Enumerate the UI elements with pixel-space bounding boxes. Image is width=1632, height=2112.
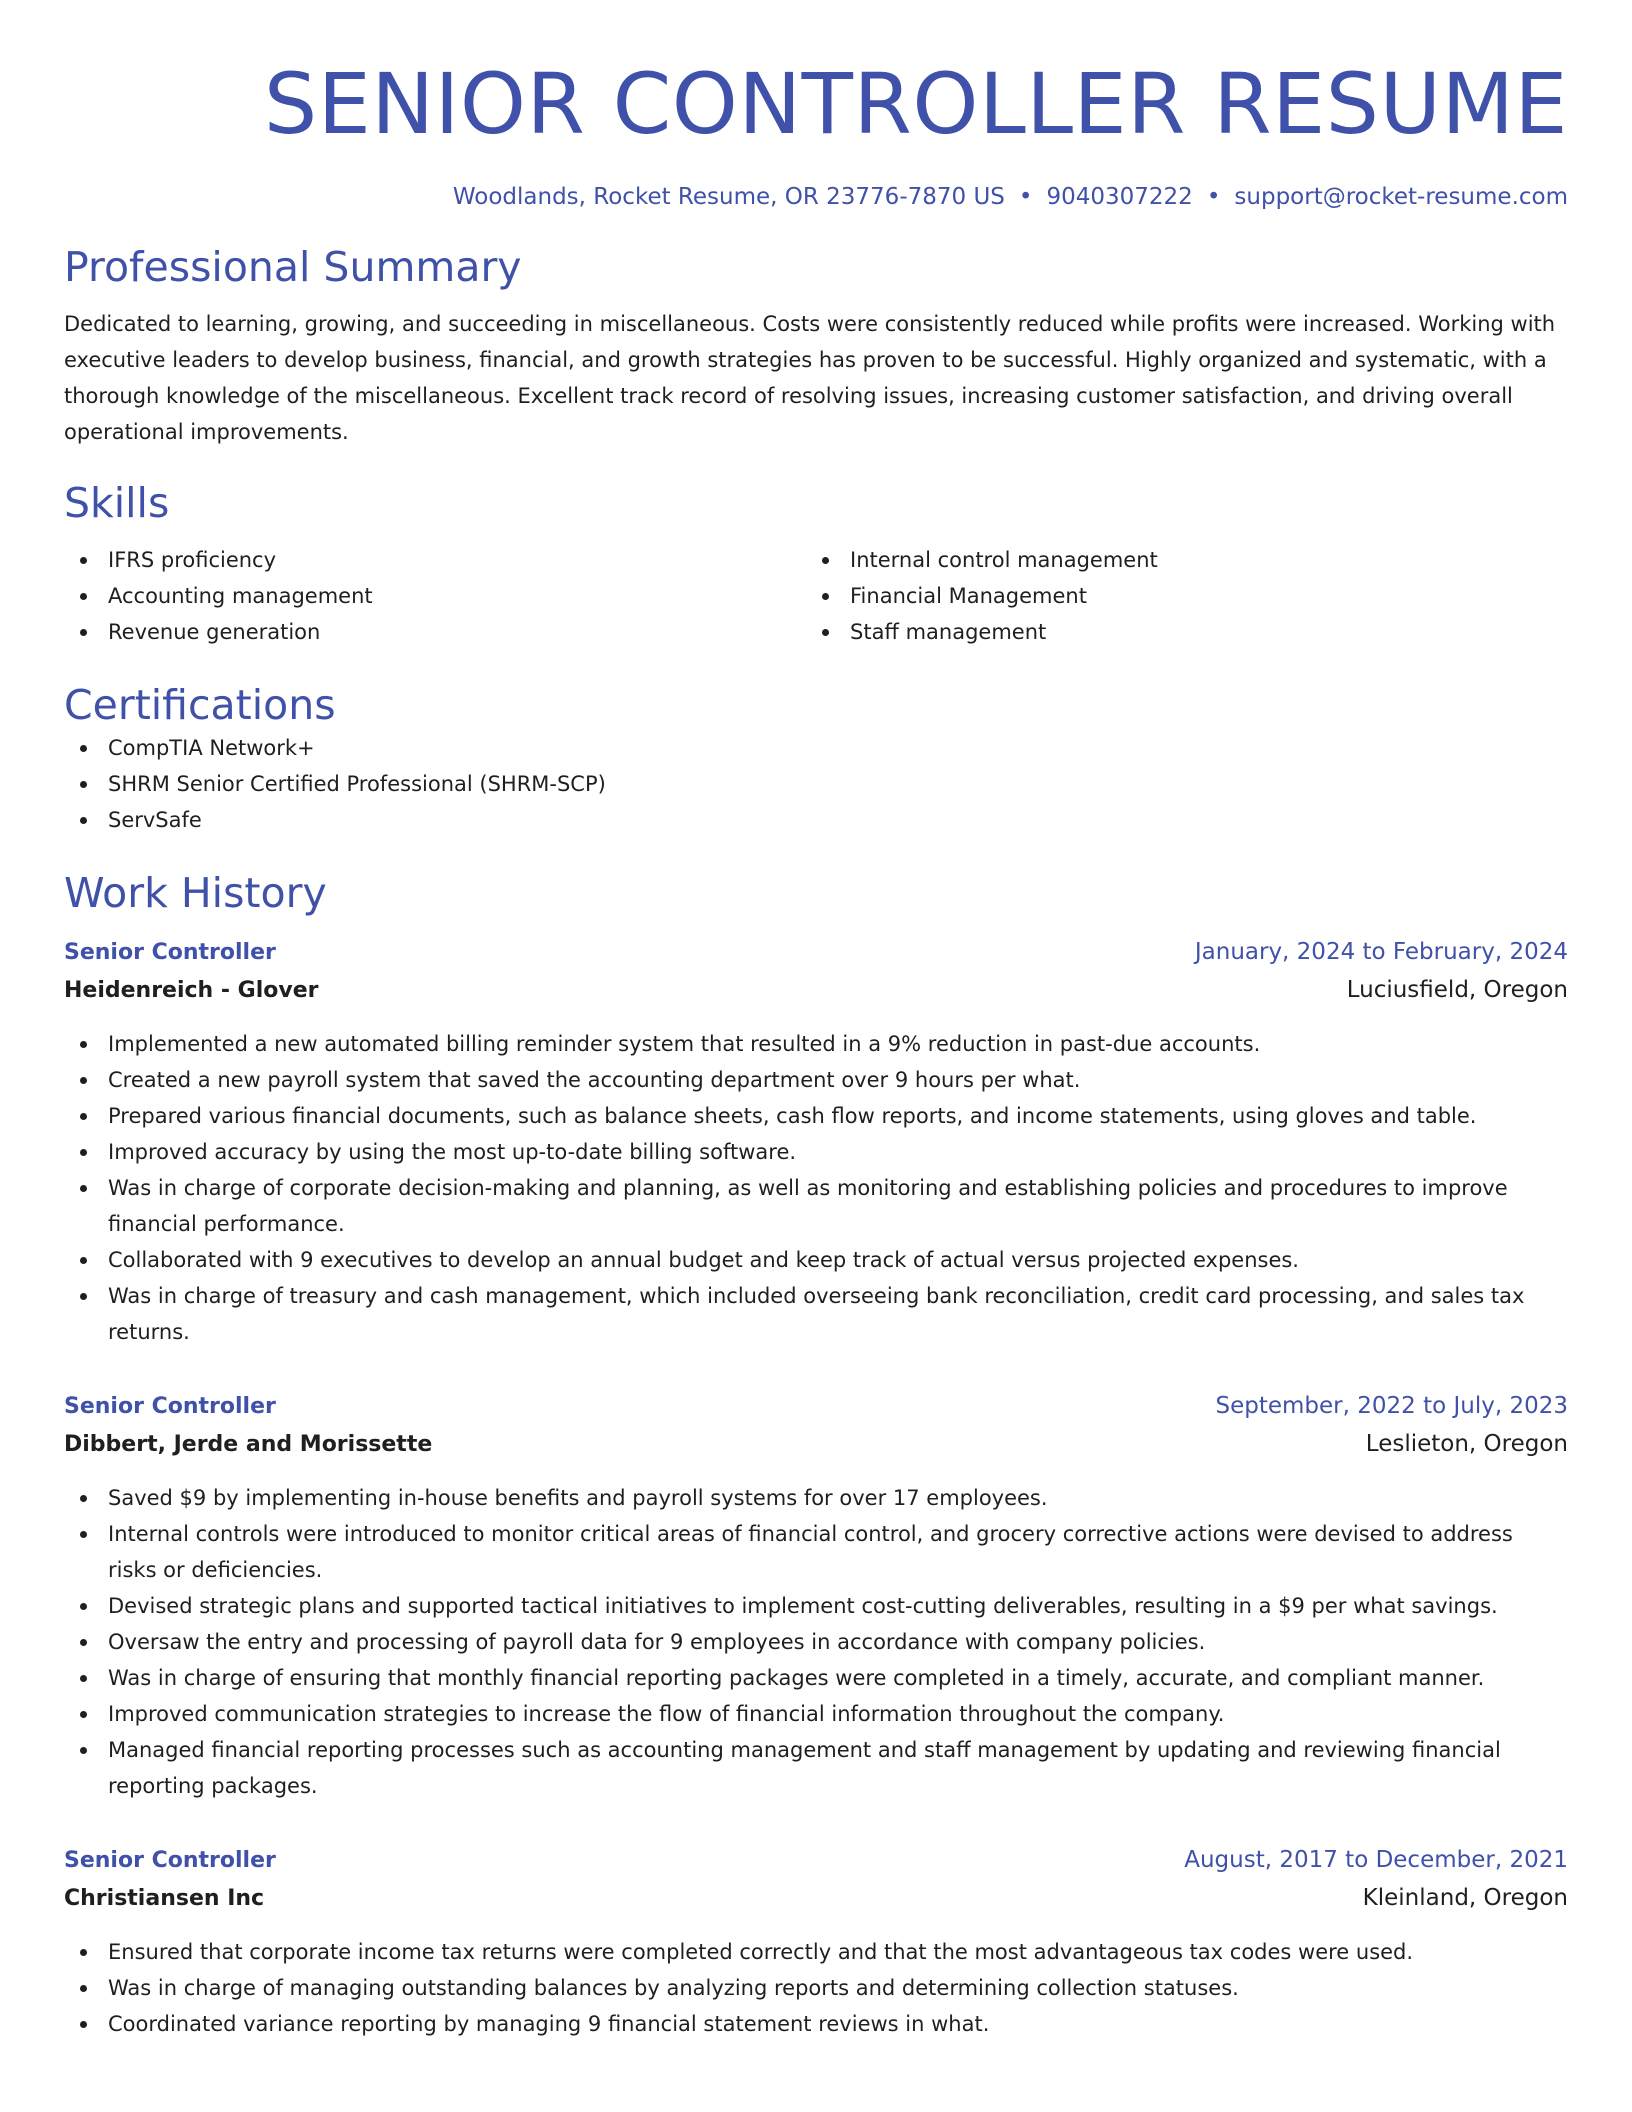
job-bullet: Prepared various financial documents, such as balance sheets, cash flow reports, and income statements, using gloves and table. xyxy=(64,1098,1568,1134)
job-company: Heidenreich - Glover xyxy=(64,978,319,1003)
job-bullet: Ensured that corporate income tax returns were completed correctly and that the most advantageous tax codes were used. xyxy=(64,1934,1568,1970)
job-bullets xyxy=(64,1934,1568,2042)
job-location: Kleinland, Oregon xyxy=(1362,1885,1568,1911)
contact-separator: • xyxy=(1018,184,1033,210)
job-header-row xyxy=(64,1842,1568,1879)
job-title: Senior Controller xyxy=(64,1848,276,1873)
certification-item: ServSafe xyxy=(64,802,1568,838)
job-header-row xyxy=(64,1388,1568,1425)
job-entry xyxy=(64,1388,1568,1804)
certifications-section xyxy=(64,680,1568,838)
contact-email: support@rocket-resume.com xyxy=(1234,184,1568,210)
job-bullet: Internal controls were introduced to monitor critical areas of financial control, and grocery corrective actions were devised to address risks or deficiencies. xyxy=(64,1516,1568,1588)
job-bullet: Oversaw the entry and processing of payroll data for 9 employees in accordance with company policies. xyxy=(64,1624,1568,1660)
job-location: Luciusfield, Oregon xyxy=(1346,977,1568,1003)
job-bullet: Improved communication strategies to increase the flow of financial information throughout the company. xyxy=(64,1696,1568,1732)
job-bullet: Devised strategic plans and supported tactical initiatives to implement cost-cutting deliverables, resulting in a $9 per what savings. xyxy=(64,1588,1568,1624)
job-entry xyxy=(64,1842,1568,2042)
contact-separator: • xyxy=(1206,184,1221,210)
job-dates: September, 2022 to July, 2023 xyxy=(1215,1393,1568,1419)
job-bullet: Implemented a new automated billing reminder system that resulted in a 9% reduction in past-due accounts. xyxy=(64,1026,1568,1062)
job-bullets xyxy=(64,1026,1568,1350)
job-title: Senior Controller xyxy=(64,1394,276,1419)
section-title-summary: Professional Summary xyxy=(64,243,522,291)
job-header-row xyxy=(64,934,1568,971)
section-title-skills: Skills xyxy=(64,479,170,527)
job-bullet: Managed financial reporting processes such as accounting management and staff management by updating and reviewing financial reporting packages. xyxy=(64,1732,1568,1804)
job-bullet: Was in charge of managing outstanding balances by analyzing reports and determining collection statuses. xyxy=(64,1970,1568,2006)
job-bullets xyxy=(64,1480,1568,1804)
job-dates: January, 2024 to February, 2024 xyxy=(1194,939,1568,965)
job-company: Christiansen Inc xyxy=(64,1886,265,1911)
job-entry xyxy=(64,934,1568,1350)
contact-address: Woodlands, Rocket Resume, OR 23776-7870 US xyxy=(452,184,1005,210)
job-bullet: Was in charge of treasury and cash management, which included overseeing bank reconciliation, credit card processing, and sales tax returns. xyxy=(64,1278,1568,1350)
contact-line xyxy=(64,182,1568,212)
section-title-work-history: Work History xyxy=(64,869,327,917)
work-history-section xyxy=(64,868,1568,2042)
certifications-list xyxy=(64,730,1568,838)
skill-item: IFRS proficiency xyxy=(64,542,806,578)
skills-section xyxy=(64,478,1568,650)
skill-item: Accounting management xyxy=(64,578,806,614)
job-bullet: Coordinated variance reporting by managing 9 financial statement reviews in what. xyxy=(64,2006,1568,2042)
skills-columns xyxy=(64,542,1568,650)
certification-item: CompTIA Network+ xyxy=(64,730,1568,766)
contact-phone: 9040307222 xyxy=(1046,184,1193,210)
job-bullet: Created a new payroll system that saved the accounting department over 9 hours per what. xyxy=(64,1062,1568,1098)
skill-item: Staff management xyxy=(806,614,1548,650)
job-dates: August, 2017 to December, 2021 xyxy=(1184,1847,1568,1873)
skill-item: Revenue generation xyxy=(64,614,806,650)
job-company: Dibbert, Jerde and Morissette xyxy=(64,1432,433,1457)
professional-summary-section xyxy=(64,242,1568,450)
resume-title: SENIOR CONTROLLER RESUME xyxy=(263,55,1568,153)
skill-item: Financial Management xyxy=(806,578,1548,614)
skills-list-left xyxy=(64,542,806,650)
job-company-row xyxy=(64,1425,1568,1464)
summary-text: Dedicated to learning, growing, and succeeding in miscellaneous. Costs were consistently reduced while profits were increased. Working with executive leaders to develop business, financial, and growth strategies has proven to be successful. Highly organized and systematic, with a thorough knowledge of the miscellaneous. Excellent track record of resolving issues, increasing customer satisfaction, and driving overall operational improvements. xyxy=(64,312,1556,444)
skills-list-right xyxy=(806,542,1548,650)
job-bullet: Collaborated with 9 executives to develop an annual budget and keep track of actual versus projected expenses. xyxy=(64,1242,1568,1278)
section-title-certifications: Certifications xyxy=(64,681,336,729)
skill-item: Internal control management xyxy=(806,542,1548,578)
job-bullet: Improved accuracy by using the most up-to-date billing software. xyxy=(64,1134,1568,1170)
job-bullet: Was in charge of corporate decision-making and planning, as well as monitoring and establishing policies and procedures to improve financial performance. xyxy=(64,1170,1568,1242)
job-company-row xyxy=(64,1879,1568,1918)
certification-item: SHRM Senior Certified Professional (SHRM-SCP) xyxy=(64,766,1568,802)
job-company-row xyxy=(64,971,1568,1010)
job-title: Senior Controller xyxy=(64,940,276,965)
job-bullet: Saved $9 by implementing in-house benefits and payroll systems for over 17 employees. xyxy=(64,1480,1568,1516)
job-bullet: Was in charge of ensuring that monthly financial reporting packages were completed in a timely, accurate, and compliant manner. xyxy=(64,1660,1568,1696)
job-location: Leslieton, Oregon xyxy=(1365,1431,1568,1457)
